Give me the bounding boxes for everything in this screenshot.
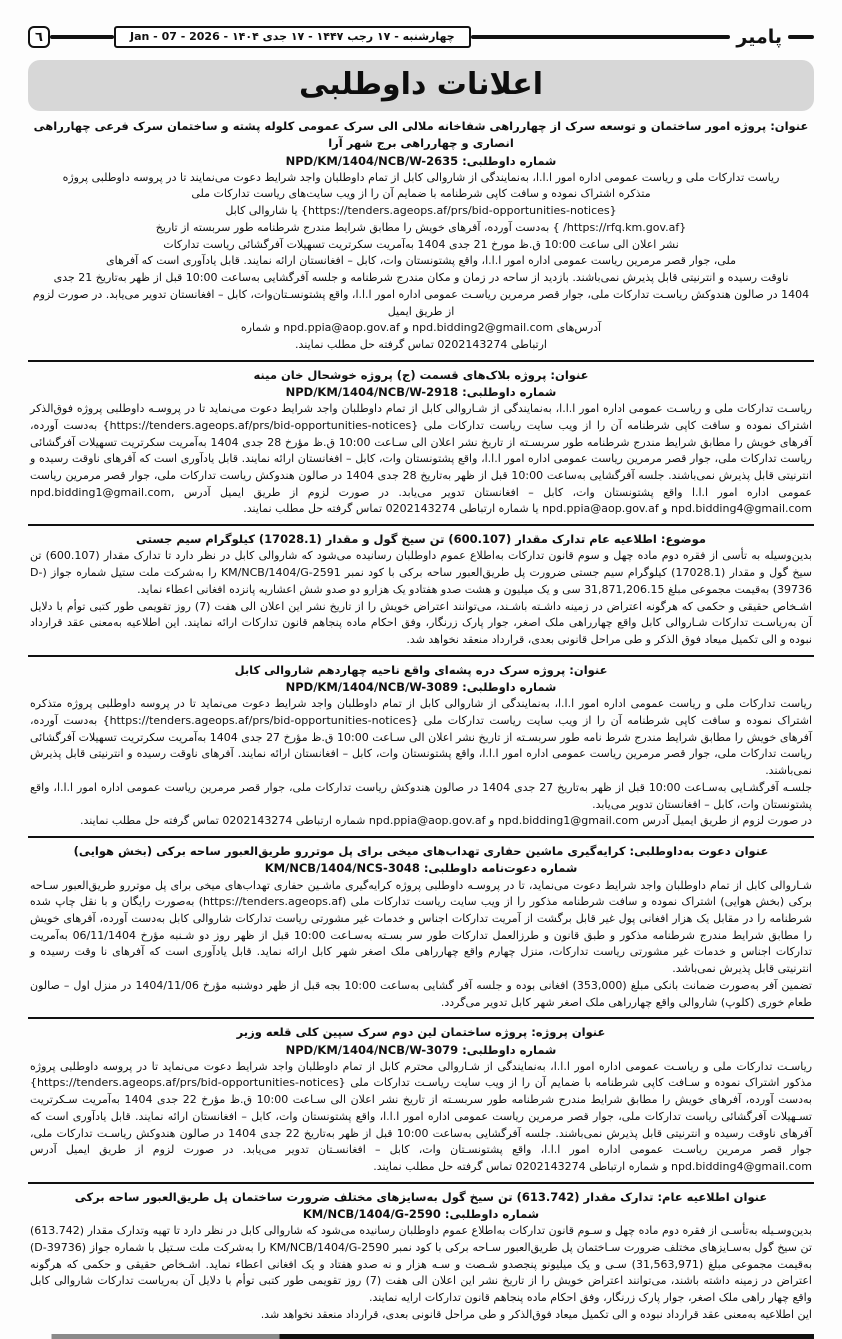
tender-notice xyxy=(28,655,814,836)
bottom-rule xyxy=(28,1334,814,1339)
notice-title: عنوان اطلاعیه عام: تدارک مقدار (613.742) تن سیخ گول به‌سایزهای مختلف ضرورت ساختمان پل طریق‌العبور ساحه برکی xyxy=(74,1189,768,1204)
notices xyxy=(28,113,814,1330)
notice-paragraph: اشـخاص حقیقی و حکمی که هرگونه اعتراض در زمینه داشـته باشـند، می‌توانند اعتراض خویش را از تاریخ نشر این اعلان الی هفت (7) روز تقویمی طور کتبی توأم با دلایل آن به‌ریاسـت تدارکات شـاروالی کابل واقع چهارراهی ملک اصغر، جوار پارک زرنگار، وفق احکام ماده پنجاهم قانون تدارکات ارائه نمایند. این اطلاعیه به‌معنی عقد قرارداد نبوده و الی تکمیل میعاد فوق الذکر و طی مراحل قانونی بعدی، قرارداد منعقد نخواهد شد. xyxy=(30,599,812,647)
notice-paragraph: ریاسـت تدارکات ملی و ریاسـت عمومی اداره امور ا.ا.ا، به‌نمایندگی از شـاروالی محترم کابل از تمام داوطلبان واجد شرایط دعوت می‌نماید تا در پروسه داوطلبی پروژه مذکور اشتراک نموده و سـافت کاپی شرطنامه با ضمایم آن را از ویب سایت ریاسـت تدارکات ملی {https://tenders.ageops.af/prs/bid-opportunities-notices} به‌دست آورده، آفرهای خویش را مطابق شرایط مندرج شرطنامه طور سربسـته از تاریخ نشر اعلان الی سـاعت 10:00 ق.ظ مؤرخ 22 جدی 1404 به‌آمریت سـکرتریت تسـهیلات آفرگشائی ریاست تدارکات ملی، جوار قصر مرمرین ریاست عمومی اداره امور ا.ا.ا، واقع پشتونستان وات، کابل – افغانستان ارائه نمایند. قابل یادآوری است که آفرهای ناوقت رسیده و انترنیتی قابل پذیرش نمی‌باشند. جلسه آفرگشایی به‌ساعت 10:00 قبل از ظهر به‌تاریخ 22 جدی 1404 در صالون هندوکش ریاسـت تدارکات ملی، جوار قصر مرمرین ریاسـت عمومی اداره امور ا.ا.ا، واقع پشتونسـتان وات، کابل – افغانسـتان تدویر می‌یابد. در صورت لزوم از طریق ایمیل آدرس npd.bidding4@gmail.com و شماره ارتباطی 0202143274 تماس گرفته حل مطلب نمایند. xyxy=(30,1059,813,1174)
notice-heading xyxy=(30,1024,812,1059)
notice-paragraph: ناوقت رسیده و انترنیتی قابل پذیرش نمی‌باشند. بازدید از ساحه در زمان و مکان مندرج شرطنامه و جلسه آفرگشایی به‌ساعت 10:00 قبل از ظهر به‌تاریخ 21 جدی xyxy=(53,271,789,285)
notice-paragraph: نشر اعلان الی ساعت 10:00 ق.ظ مورخ 21 جدی 1404 به‌آمریت سکرتریت تسهیلات آفرگشائی ریاست تدارکات xyxy=(163,237,679,251)
notice-paragraph: ارتباطی 0202143274 تماس گرفته حل مطلب نمایند. xyxy=(295,337,547,351)
tender-notice xyxy=(28,836,814,1017)
notice-paragraph: ملی، جوار قصر مرمرین ریاست عمومی اداره امور ا.ا.ا، واقع پشتونستان وات، کابل – افغانستان ارائه نمایند. قابل یادآوری است که آفرهای xyxy=(105,254,736,268)
tender-notice xyxy=(28,1017,814,1182)
notice-number: شماره داوطلبی: NPD/KM/1404/NCB/W-2918 xyxy=(285,384,557,399)
notice-heading xyxy=(30,1189,812,1224)
notice-title: عنوان پروژه: پروژه ساختمان لین دوم سرک سپین کلی قلعه وزیر xyxy=(236,1025,606,1040)
notice-number: شماره داوطلبی: NPD/KM/1404/NCB/W-3089 xyxy=(285,680,557,694)
masthead-row xyxy=(28,24,814,50)
tender-notice xyxy=(28,524,814,655)
notice-body xyxy=(30,696,812,830)
masthead-rule-center xyxy=(471,35,731,39)
notice-paragraph: بدین‌وسیله به تأسی از فقره دوم ماده چهل و سوم قانون تدارکات به‌اطلاع عموم داوطلبان رسانیده می‌شود که شاروالی کابل در نظر دارد تا تدارک مقدار (600.107) تن سیخ گول و مقدار (17028.1) کیلوگرام سیم جستی ضرورت پل طریق‌العبور ساحه برکی با کود نمبر KM/NCB/1404/G-2591 را به‌شرکت ملت ستیل شماره جواز (D-39736) به‌قیمت مجموعی مبلغ 31,871,206.15 سی و یک میلیون و هشت صدو هفتادو یک هزارو دو صدو شش اعشاریه پانزده افغانی اعطاء نماید. xyxy=(30,549,812,596)
notice-body xyxy=(30,170,812,354)
notice-heading xyxy=(30,843,812,878)
notice-title: عنوان: پروژه امور ساختمان و توسعه سرک از چهارراهی شفاخانه ملالی الی سرک عمومی کلوله پشته و ساختمان سرک فرعی چهارراهی انصاری و چهارراهی برج شهر آرا xyxy=(33,119,809,151)
notice-paragraph: در صورت لزوم از طریق ایمیل آدرس npd.bidding1@gmail.com و npd.ppia@aop.gov.af شماره ارتباطی 0202143274 تماس گرفته حل مطلب نمایند. xyxy=(79,814,812,828)
notice-paragraph: متذکره اشتراک نموده و سافت کاپی شرطنامه با ضمایم آن را از ویب سایت‌های ریاست تدارکات ملی xyxy=(191,187,651,201)
notice-paragraph: {https://rfq.km.gov.af/ } به‌دست آورده، آفرهای خویش را مطابق شرایط مندرج شرطنامه طور سربسته از تاریخ xyxy=(155,220,687,234)
masthead-rule-left xyxy=(50,35,114,39)
notice-paragraph: {https://tenders.ageops.af/prs/bid-opportunities-notices} یا شاروالی کابل xyxy=(225,204,617,218)
notice-title: موضوع: اطلاعیه عام تدارک مقدار (600.107) تن سیخ گول و مقدار (17028.1) کیلوگرام سیم جستی xyxy=(136,532,706,547)
notice-paragraph: تضمین آفر به‌صورت ضمانت بانکی مبلغ (353,000) افغانی بوده و جلسه آفر گشایی به‌ساعت 10:00 بجه قبل از ظهر دوشنبه مؤرخ 1404/11/06 در منزل اول – صالون طعام خوری (کلوپ) شاروالی واقع چهارراهی ملک اصغر شهر کابل تدویر می‌گردد. xyxy=(30,978,812,1009)
notice-paragraph: ریاسـت تدارکات ملی و ریاسـت عمومی اداره امور ا.ا.ا، به‌نمایندگی از شـاروالی کابل از تمام داوطلبان واجد شرایط دعوت می‌نماید تا در پروسـه داوطلبی پروژه فوق‌الذکر اشتراک نموده و سافت کاپی شرطنامه آن را از ویب سایت ریاست تدارکات ملی {https://tenders.ageops.af/prs/bid-opportunities-notices} به‌دست آورده، آفرهای خویش را مطابق شرایط مندرج شرطنامه طور سربسـته از تاریخ نشر اعلان الی سـاعت 10:00 ق.ظ مؤرخ 28 جدی 1404 به‌آمریت سکرتریت تسهیلات آفرگشائی ریاست تدارکات ملی، جوار قصر مرمرین ریاست عمومی اداره امور ا.ا.ا، واقع پشتونستان وات، کابل – افغانستان ارائه نمایند. قابل یادآوری است که آفرهای ناوقت رسیده و انترنیتی قابل پذیرش نمی‌باشند. جلسه آفرگشایی به‌ساعت 10:00 قبل از ظهر به‌تاریخ 28 جدی 1404 در صالون هندوکش ریاست تدارکات ملی، جوار قصر مرمرین ریاست عمومی اداره امور ا.ا.ا واقع پشتونستان وات، کابل – افغانستان تدویر می‌یابد. در صورت لزوم از طریق ایمیل آدرس npd.bidding1@gmail.com, npd.bidding4@gmail.com و npd.ppia@aop.gov.af یا شماره ارتباطی 0202143274 تماس گرفته حل مطلب نمایند. xyxy=(30,402,812,516)
notice-heading xyxy=(30,531,812,548)
tender-notice xyxy=(28,113,814,360)
date-box: چهارشنبه - ۱۷ رجب ۱۴۴۷ - ۱۷ جدی ۱۴۰۴ - Jan - 07 - 2026 xyxy=(114,26,471,48)
tender-notice xyxy=(28,1182,814,1330)
notice-body xyxy=(30,878,812,1012)
notice-body xyxy=(30,1223,812,1323)
tender-notice xyxy=(28,360,814,525)
notice-body xyxy=(30,548,812,648)
page-number-badge: ٦ xyxy=(28,26,50,48)
newspaper-name: پامیر xyxy=(736,26,782,48)
notice-body xyxy=(30,1059,812,1176)
notice-number: شماره داوطلبی: NPD/KM/1404/NCB/W-2635 xyxy=(285,153,557,168)
notice-title: عنوان: پروژه بلاک‌های قسمت (ج) پروژه خوشحال خان مینه xyxy=(253,367,589,382)
masthead-rule-right xyxy=(788,35,814,39)
section-banner xyxy=(28,60,814,111)
notice-paragraph: جلسـه آفرگشـایی به‌سـاعت 10:00 قبل از ظهر به‌تاریخ 27 جدی 1404 در صالون هندوکش ریاست تدارکات ملی، جوار قصر مرمرین ریاست عمومی اداره امور ا.ا.ا، واقع پشتونستان وات، کابل – افغانستان تدویر می‌یابد. xyxy=(30,780,813,811)
page-title: اعلانات داوطلبی xyxy=(298,67,544,102)
notice-paragraph: شـاروالی کابل از تمام داوطلبان واجد شرایط دعوت می‌نماید، تا در پروسـه داوطلبی پروژه کرایه‌گیری ماشـین حفاری تهداب‌های میخی برای پل موتررو طریق‌العبور سـاحه برکی (بخش هوایی) اشتراک نموده و سافت شرطنامه مذکور را از ویب سایت ریاست تدارکات ملی (https://tenders.ageops.af) به‌صورت رایگان و با نقل چاپ شده شرطنامه را در مقابل یک هزار افغانی پول غیر قابل برگشت از آمریت تدارکات اجناس و خدمات غیر مشورتی ریاست تدارکات شاروالی کابل به‌دست آورده، آفرهای خویش را مطابق شرایط مندرج شرطنامه مذکور و طبق قانون و طرزالعمل تدارکات طور سر بسـته به‌سـاعت 10:00 قبل از ظهر روز دو شـنبه مؤرخ 06/11/1404 به‌آمریت تدارکات اجناس و خدمات غیر مشورتی ریاست تدارکات، منزل چهارم واقع چهارراهی ملک اصغر شهر کابل ارائه نماید. قابل یادآوری است که آفرهای نا وقت رسیده و انترنیتی قابل پذیرش نمی‌باشد. xyxy=(30,878,812,976)
notice-paragraph: بدین‌وسـیله به‌تأسـی از فقره دوم ماده چهل و سـوم قانون تدارکات به‌اطلاع عموم داوطلبان رسانیده می‌شود که شاروالی کابل در نظر دارد تا تهیه وتدارک مقدار (613.742) تن سیخ گول به‌سـایزهای مختلف ضرورت سـاختمان پل طریق‌العبور سـاحه برکی با کود نمبر KM/NCB/1404/G-2590 را به‌شرکت ملت سـتیل با شماره جواز (D-39736) به‌قیمت مجموعی مبلغ (31,563,971) سـی و یک میلیونو پنجصدو شـصت و سـه هزار و نه صدو هفتاد و یک افغانی اعطاء نماید. اشـخاص حقیقی و حکمی که هرگونه اعتراض در زمینه داشته باشند، می‌توانند اعتراض خویش را از تاریخ نشر این اعلان الی هفت (7) روز تقویمی طور کتبی توأم با دلایل آن به‌ریاست تدارکات شاروالی کابل واقع چهار راهی ملک اصغر، جوار پارک زرنگار، وفق احکام ماده پنجاهم قانون تدارکات ارایه نمایند. xyxy=(30,1224,813,1305)
notice-paragraph: ریاست تدارکات ملی و ریاست عمومی اداره امور ا.ا.ا، به‌نمایندگی از شاروالی کابل از تمام داوطلبان واجد شرایط دعوت می‌نماید تا در پروسه داوطلبی پروژه متذکره اشتراک نموده و سافت کاپی شرطنامه آن را از ویب سایت ریاست تدارکات ملی {https://tenders.ageops.af/prs/bid-opportunities-notices} به‌دست آورده، آفرهای خویش را مطابق شرایط مندرج شرط نامه طور سربسـته از تاریخ نشر اعلان الی سـاعت 10:00 ق.ظ مؤرخ 27 جدی 1404 به‌آمریت سکرتریت تسهیلات آفرگشائی ریاست تدارکات ملی، جوار قصر مرمرین ریاست عمومی اداره امور ا.ا.ا، واقع پشتونستان وات، کابل – افغانستان ارائه نمایند. آفرهای ناوقت رسیده و انترنیتی قابل پذیرش نمی‌باشند. xyxy=(30,697,812,778)
notice-paragraph: ریاست تدارکات ملی و ریاست عمومی اداره امور ا.ا.ا، به‌نمایندگی از شاروالی کابل از تمام داوطلبان واجد شرایط دعوت می‌نمایند تا در پروسه داوطلبی پروژه xyxy=(62,170,780,184)
notice-body xyxy=(30,401,812,518)
notice-number: شماره دعوت‌نامه داوطلبی: KM/NCB/1404/NCS-3048 xyxy=(264,861,578,876)
notice-number: شماره داوطلبی: NPD/KM/1404/NCB/W-3079 xyxy=(285,1042,557,1057)
notice-paragraph: آدرس‌های npd.bidding2@gmail.com و npd.ppia@aop.gov.af و شماره xyxy=(240,321,602,335)
notice-paragraph: 1404 در صالون هندوکش ریاسـت تدارکات ملی، جوار قصر مرمرین ریاسـت عمومی اداره امور ا.ا.ا، واقع پشتونسـتان‌وات، کابل – افغانستان تدویر می‌یابد. در صورت لزوم از طریق ایمیل xyxy=(32,287,810,318)
notice-title: عنوان دعوت به‌داوطلبی: کرایه‌گیری ماشین حفاری تهداب‌های میخی برای پل موتررو طریق‌العبور ساحه برکی (بخش هوایی) xyxy=(73,844,769,858)
notice-heading xyxy=(30,662,812,697)
notice-number: شماره داوطلبی: KM/NCB/1404/G-2590 xyxy=(302,1207,540,1222)
notice-heading xyxy=(30,118,812,170)
notice-title: عنوان: پروژه سرک دره پشه‌ای واقع ناحیه چهاردهم شاروالی کابل xyxy=(234,662,608,677)
notice-heading xyxy=(30,367,812,402)
notice-paragraph: این اطلاعیه به‌معنی عقد قرارداد نبوده و الی تکمیل میعاد فوق‌الذکر و طی مراحل قانونی بعدی، قرارداد منعقد نخواهد شد. xyxy=(260,1307,812,1321)
